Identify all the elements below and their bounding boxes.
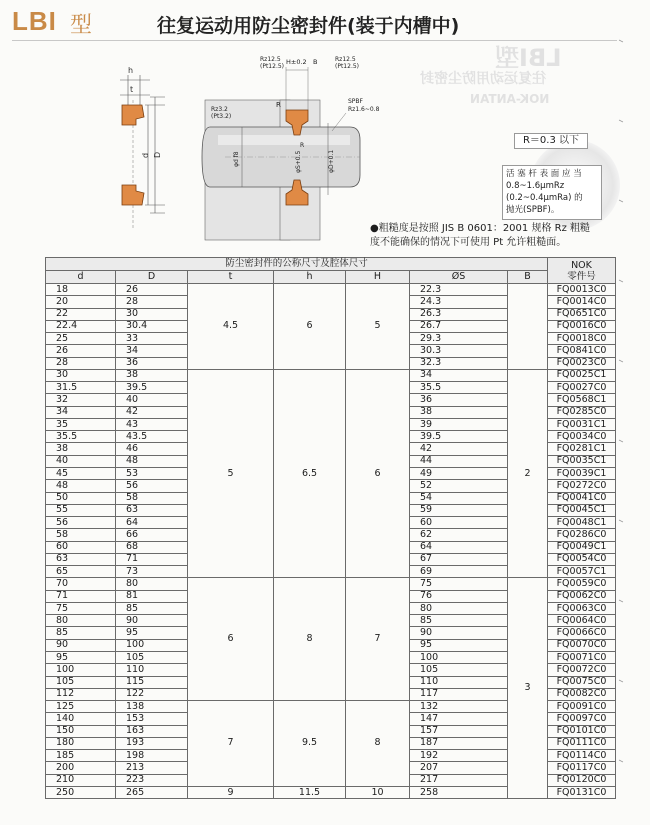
note-line: 度不能确保的情况下可使用 Pt 允许粗糙面。 xyxy=(370,237,567,248)
cell-part-number: FQ0064C0 xyxy=(548,615,616,627)
cell-S: 62 xyxy=(410,529,508,541)
series-name: LBI xyxy=(12,6,57,36)
cell-t: 7 xyxy=(188,701,274,787)
cell-d: 200 xyxy=(46,762,116,774)
cell-part-number: FQ0048C1 xyxy=(548,517,616,529)
dim-h: h xyxy=(128,66,134,75)
cell-part-number: FQ0841C0 xyxy=(548,345,616,357)
cell-D: 153 xyxy=(116,713,188,725)
cell-d: 48 xyxy=(46,480,116,492)
cell-part-number: FQ0023C0 xyxy=(548,357,616,369)
rz-mid: Rz3.2 xyxy=(211,106,228,113)
cell-part-number: FQ0057C1 xyxy=(548,566,616,578)
cell-S: 59 xyxy=(410,504,508,516)
cell-d: 38 xyxy=(46,443,116,455)
cell-part-number: FQ0059C0 xyxy=(548,578,616,590)
cell-D: 198 xyxy=(116,750,188,762)
cell-H: 10 xyxy=(346,786,410,798)
cell-S: 36 xyxy=(410,394,508,406)
cell-S: 75 xyxy=(410,578,508,590)
cell-H: 5 xyxy=(346,284,410,370)
cell-D: 43.5 xyxy=(116,431,188,443)
nok-header-2: 零件号 xyxy=(567,270,596,282)
cell-D: 66 xyxy=(116,529,188,541)
seal-groove-diagram xyxy=(110,55,410,260)
cell-S: 110 xyxy=(410,676,508,688)
cell-part-number: FQ0049C1 xyxy=(548,541,616,553)
cell-d: 22 xyxy=(46,308,116,320)
cell-S: 39 xyxy=(410,418,508,430)
dimension-table xyxy=(45,257,616,799)
col-H: H xyxy=(346,271,410,284)
cell-d: 20 xyxy=(46,296,116,308)
cell-d: 63 xyxy=(46,553,116,565)
cell-B: 3 xyxy=(508,578,548,799)
cell-D: 63 xyxy=(116,504,188,516)
surface-finish-callout xyxy=(502,165,602,220)
cell-part-number: FQ0111C0 xyxy=(548,737,616,749)
cell-part-number: FQ0568C1 xyxy=(548,394,616,406)
cell-D: 73 xyxy=(116,566,188,578)
cell-D: 30 xyxy=(116,308,188,320)
cell-S: 187 xyxy=(410,737,508,749)
cell-D: 64 xyxy=(116,517,188,529)
table-row xyxy=(46,369,616,381)
ghost-line1: 往复运动用防尘密封 xyxy=(420,71,546,87)
col-D: D xyxy=(116,271,188,284)
cell-S: 26.7 xyxy=(410,320,508,332)
cell-d: 45 xyxy=(46,467,116,479)
cell-S: 258 xyxy=(410,786,508,798)
cell-d: 40 xyxy=(46,455,116,467)
cell-t: 4.5 xyxy=(188,284,274,370)
cell-t: 6 xyxy=(188,578,274,701)
ghost-line2: NOK-ANTAN xyxy=(470,92,550,106)
cell-d: 85 xyxy=(46,627,116,639)
cell-D: 122 xyxy=(116,688,188,700)
cell-part-number: FQ0034C0 xyxy=(548,431,616,443)
label-d-fit: φd f8 xyxy=(233,151,240,167)
cell-B xyxy=(508,284,548,370)
cell-d: 35 xyxy=(46,418,116,430)
cell-D: 85 xyxy=(116,602,188,614)
cell-part-number: FQ0071C0 xyxy=(548,651,616,663)
cell-S: 52 xyxy=(410,480,508,492)
cell-d: 90 xyxy=(46,639,116,651)
cell-part-number: FQ0062C0 xyxy=(548,590,616,602)
nok-header-1: NOK xyxy=(571,259,592,271)
cell-D: 90 xyxy=(116,615,188,627)
cell-d: 180 xyxy=(46,737,116,749)
cell-part-number: FQ0281C1 xyxy=(548,443,616,455)
cell-h: 8 xyxy=(274,578,346,701)
cell-D: 28 xyxy=(116,296,188,308)
cell-D: 68 xyxy=(116,541,188,553)
cell-d: 28 xyxy=(46,357,116,369)
cell-S: 26.3 xyxy=(410,308,508,320)
cell-part-number: FQ0651C0 xyxy=(548,308,616,320)
cell-D: 48 xyxy=(116,455,188,467)
cell-part-number: FQ0117C0 xyxy=(548,762,616,774)
h-tolerance: H±0.2 xyxy=(286,58,307,66)
cell-part-number: FQ0285C0 xyxy=(548,406,616,418)
cell-d: 75 xyxy=(46,602,116,614)
table-row xyxy=(46,578,616,590)
cell-d: 185 xyxy=(46,750,116,762)
cell-d: 140 xyxy=(46,713,116,725)
cell-d: 100 xyxy=(46,664,116,676)
cell-D: 115 xyxy=(116,676,188,688)
col-d: d xyxy=(46,271,116,284)
cell-d: 30 xyxy=(46,369,116,381)
cell-d: 112 xyxy=(46,688,116,700)
col-h: h xyxy=(274,271,346,284)
dimension-table-wrap xyxy=(45,257,616,799)
cell-d: 65 xyxy=(46,566,116,578)
cell-D: 58 xyxy=(116,492,188,504)
cell-D: 110 xyxy=(116,664,188,676)
radius-callout: R＝0.3 以下 xyxy=(514,133,588,149)
cell-D: 71 xyxy=(116,553,188,565)
cell-H: 7 xyxy=(346,578,410,701)
rz-rod: Rz1.6~0.8 xyxy=(348,106,380,113)
cell-h: 11.5 xyxy=(274,786,346,798)
col-S: ØS xyxy=(410,271,508,284)
cell-S: 95 xyxy=(410,639,508,651)
cell-S: 217 xyxy=(410,774,508,786)
cell-S: 49 xyxy=(410,467,508,479)
cell-part-number: FQ0054C0 xyxy=(548,553,616,565)
label-B: B xyxy=(313,58,318,66)
page-edge-marks xyxy=(618,0,624,825)
cell-D: 38 xyxy=(116,369,188,381)
cell-part-number: FQ0025C1 xyxy=(548,369,616,381)
cell-part-number: FQ0097C0 xyxy=(548,713,616,725)
cell-D: 36 xyxy=(116,357,188,369)
label-R: R xyxy=(276,101,281,109)
cell-S: 117 xyxy=(410,688,508,700)
finish-line: 活 塞 杆 表 面 应 当 xyxy=(506,169,582,179)
cell-S: 147 xyxy=(410,713,508,725)
cell-d: 70 xyxy=(46,578,116,590)
page-bottom-edge xyxy=(40,817,240,825)
dim-D: D xyxy=(153,151,162,158)
cell-d: 150 xyxy=(46,725,116,737)
cell-D: 265 xyxy=(116,786,188,798)
cell-D: 105 xyxy=(116,651,188,663)
cell-part-number: FQ0091C0 xyxy=(548,701,616,713)
cell-part-number: FQ0072C0 xyxy=(548,664,616,676)
cell-D: 53 xyxy=(116,467,188,479)
cell-h: 6.5 xyxy=(274,369,346,578)
cell-D: 39.5 xyxy=(116,382,188,394)
cell-D: 100 xyxy=(116,639,188,651)
cell-d: 31.5 xyxy=(46,382,116,394)
cell-part-number: FQ0131C0 xyxy=(548,786,616,798)
pt-right: (Pt12.5) xyxy=(335,63,360,70)
finish-line: (0.2~0.4μmRa) 的 xyxy=(506,193,583,203)
cell-part-number: FQ0027C0 xyxy=(548,382,616,394)
table-row xyxy=(46,284,616,296)
cell-d: 55 xyxy=(46,504,116,516)
cell-D: 43 xyxy=(116,418,188,430)
cell-part-number: FQ0039C1 xyxy=(548,467,616,479)
cell-part-number: FQ0018C0 xyxy=(548,333,616,345)
cell-D: 163 xyxy=(116,725,188,737)
cell-part-number: FQ0045C1 xyxy=(548,504,616,516)
cell-S: 132 xyxy=(410,701,508,713)
cell-S: 22.3 xyxy=(410,284,508,296)
cell-d: 95 xyxy=(46,651,116,663)
cell-part-number: FQ0016C0 xyxy=(548,320,616,332)
cell-part-number: FQ0035C1 xyxy=(548,455,616,467)
cell-S: 67 xyxy=(410,553,508,565)
cell-part-number: FQ0120C0 xyxy=(548,774,616,786)
cell-S: 76 xyxy=(410,590,508,602)
cell-part-number: FQ0114C0 xyxy=(548,750,616,762)
cell-S: 54 xyxy=(410,492,508,504)
cell-D: 40 xyxy=(116,394,188,406)
cell-d: 22.4 xyxy=(46,320,116,332)
col-B: B xyxy=(508,271,548,284)
cell-d: 25 xyxy=(46,333,116,345)
cell-D: 81 xyxy=(116,590,188,602)
cell-H: 8 xyxy=(346,701,410,787)
cell-S: 34 xyxy=(410,369,508,381)
cell-S: 44 xyxy=(410,455,508,467)
cell-S: 192 xyxy=(410,750,508,762)
cell-S: 157 xyxy=(410,725,508,737)
cell-S: 42 xyxy=(410,443,508,455)
cell-B: 2 xyxy=(508,369,548,578)
cell-d: 250 xyxy=(46,786,116,798)
cell-d: 58 xyxy=(46,529,116,541)
dim-d: d xyxy=(141,152,150,158)
cell-S: 35.5 xyxy=(410,382,508,394)
cell-part-number: FQ0286C0 xyxy=(548,529,616,541)
nok-header xyxy=(548,258,616,284)
cell-S: 80 xyxy=(410,602,508,614)
cell-part-number: FQ0272C0 xyxy=(548,480,616,492)
cell-d: 105 xyxy=(46,676,116,688)
pt-left: (Pt12.5) xyxy=(260,63,285,70)
groove-rod-view xyxy=(202,56,380,240)
rz-left: Rz12.5 xyxy=(260,56,281,63)
cell-part-number: FQ0082C0 xyxy=(548,688,616,700)
cell-S: 105 xyxy=(410,664,508,676)
cell-part-number: FQ0041C0 xyxy=(548,492,616,504)
finish-line: 0.8~1.6μmRz xyxy=(506,181,565,191)
cell-D: 95 xyxy=(116,627,188,639)
cell-S: 30.3 xyxy=(410,345,508,357)
cell-d: 26 xyxy=(46,345,116,357)
cell-S: 100 xyxy=(410,651,508,663)
cell-S: 38 xyxy=(410,406,508,418)
cell-t: 5 xyxy=(188,369,274,578)
spbf-label: SPBF xyxy=(348,98,363,105)
cell-d: 35.5 xyxy=(46,431,116,443)
cell-S: 69 xyxy=(410,566,508,578)
cell-part-number: FQ0075C0 xyxy=(548,676,616,688)
cell-S: 29.3 xyxy=(410,333,508,345)
label-D-fit: φD+0.1 xyxy=(328,149,335,173)
label-R-lower: R xyxy=(300,142,305,149)
cell-S: 39.5 xyxy=(410,431,508,443)
cell-D: 193 xyxy=(116,737,188,749)
cell-H: 6 xyxy=(346,369,410,578)
cell-part-number: FQ0014C0 xyxy=(548,296,616,308)
page-title: 往复运动用防尘密封件(装于内槽中) xyxy=(157,15,460,37)
seal-section-view xyxy=(120,66,165,230)
cell-D: 223 xyxy=(116,774,188,786)
cell-t: 9 xyxy=(188,786,274,798)
series-suffix: 型 xyxy=(70,13,93,38)
cell-D: 80 xyxy=(116,578,188,590)
cell-part-number: FQ0063C0 xyxy=(548,602,616,614)
cell-D: 30.4 xyxy=(116,320,188,332)
cell-part-number: FQ0066C0 xyxy=(548,627,616,639)
cell-S: 32.3 xyxy=(410,357,508,369)
col-t: t xyxy=(188,271,274,284)
table-body xyxy=(46,284,616,799)
cell-D: 26 xyxy=(116,284,188,296)
cell-S: 85 xyxy=(410,615,508,627)
cell-d: 34 xyxy=(46,406,116,418)
finish-line: 抛光(SPBF)。 xyxy=(506,205,560,215)
cell-d: 18 xyxy=(46,284,116,296)
cell-d: 71 xyxy=(46,590,116,602)
cell-d: 80 xyxy=(46,615,116,627)
cell-part-number: FQ0013C0 xyxy=(548,284,616,296)
cell-d: 60 xyxy=(46,541,116,553)
dim-t: t xyxy=(130,85,134,94)
cell-d: 32 xyxy=(46,394,116,406)
ghost-series: LBI型 xyxy=(495,44,562,72)
cell-S: 24.3 xyxy=(410,296,508,308)
cell-S: 64 xyxy=(410,541,508,553)
cell-S: 60 xyxy=(410,517,508,529)
cell-D: 33 xyxy=(116,333,188,345)
label-S: φS+0.5 xyxy=(295,150,302,173)
cell-d: 125 xyxy=(46,701,116,713)
pt-mid: (Pt3.2) xyxy=(211,113,232,120)
cell-part-number: FQ0101C0 xyxy=(548,725,616,737)
cell-D: 42 xyxy=(116,406,188,418)
cell-part-number: FQ0070C0 xyxy=(548,639,616,651)
cell-part-number: FQ0031C1 xyxy=(548,418,616,430)
cell-h: 9.5 xyxy=(274,701,346,787)
cell-d: 50 xyxy=(46,492,116,504)
cell-D: 138 xyxy=(116,701,188,713)
group-header: 防尘密封件的公称尺寸及腔体尺寸 xyxy=(46,258,548,271)
cell-d: 210 xyxy=(46,774,116,786)
cell-d: 56 xyxy=(46,517,116,529)
cell-D: 34 xyxy=(116,345,188,357)
cell-h: 6 xyxy=(274,284,346,370)
cell-D: 56 xyxy=(116,480,188,492)
cell-S: 207 xyxy=(410,762,508,774)
roughness-note xyxy=(370,222,610,250)
cell-S: 90 xyxy=(410,627,508,639)
note-line: ●粗糙度是按照 JIS B 0601：2001 规格 Rz 粗糙 xyxy=(370,223,590,234)
cell-D: 46 xyxy=(116,443,188,455)
rz-right: Rz12.5 xyxy=(335,56,356,63)
cell-D: 213 xyxy=(116,762,188,774)
